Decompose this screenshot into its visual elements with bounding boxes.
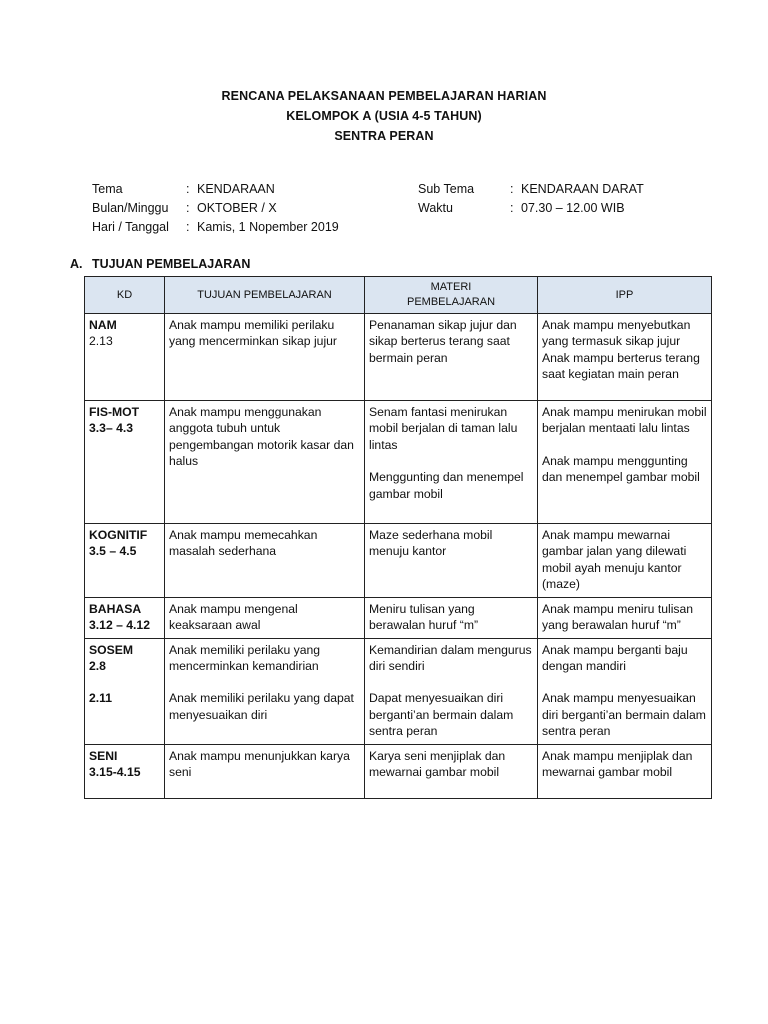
ipp-item: Anak mampu berterus terang saat kegiatan main peran <box>542 350 700 382</box>
tujuan-cell <box>165 638 365 744</box>
kd-cell <box>85 597 165 638</box>
kd-code: 3.12 – 4.12 <box>89 618 150 633</box>
table-row <box>85 744 712 798</box>
kd-code: 3.5 – 4.5 <box>89 544 137 559</box>
materi-cell: Maze sederhana mobil menuju kantor <box>365 524 538 598</box>
ipp-item: Anak mampu menyebutkan yang termasuk sikap jujur <box>542 318 691 349</box>
section-title: TUJUAN PEMBELAJARAN <box>92 257 251 271</box>
kd-cell <box>85 744 165 798</box>
materi-cell: Penanaman sikap jujur dan sikap berterus terang saat bermain peran <box>365 314 538 401</box>
meta-value: 07.30 – 12.00 WIB <box>521 201 625 215</box>
meta-colon: : <box>186 220 190 234</box>
kd-code: 3.15-4.15 <box>89 765 141 780</box>
tujuan-cell: Anak mampu memecahkan masalah sederhana <box>165 524 365 598</box>
ipp-item: Anak mampu menyesuaikan diri berganti’an bermain dalam sentra peran <box>542 691 706 739</box>
tujuan-item: Anak memiliki perilaku yang mencerminkan kemandirian <box>169 642 321 674</box>
kd-name: FIS-MOT <box>89 405 140 419</box>
materi-item: Senam fantasi menirukan mobil berjalan di taman lalu lintas <box>369 405 518 452</box>
kd-code: 2.11 <box>89 691 113 706</box>
title-line-1: RENCANA PELAKSANAAN PEMBELAJARAN HARIAN <box>221 89 547 103</box>
meta-label: Sub Tema <box>418 182 475 196</box>
ipp-cell <box>538 314 712 401</box>
kd-name: BAHASA <box>89 601 142 616</box>
header-tujuan: TUJUAN PEMBELAJARAN <box>165 277 365 314</box>
meta-colon: : <box>510 182 514 196</box>
ipp-cell: Anak mampu meniru tulisan yang berawalan huruf “m” <box>538 597 712 638</box>
table-row <box>85 638 712 744</box>
section-heading <box>70 257 250 271</box>
materi-cell: Karya seni menjiplak dan mewarnai gambar mobil <box>365 744 538 798</box>
header-materi <box>365 277 538 314</box>
meta-value: KENDARAAN DARAT <box>521 182 644 196</box>
kd-code: 2.13 <box>89 334 113 349</box>
meta-label: Tema <box>92 182 123 196</box>
ipp-cell <box>538 401 712 524</box>
kd-name: NAM <box>89 318 117 332</box>
tujuan-cell: Anak mampu memiliki perilaku yang mencerminkan sikap jujur <box>165 314 365 401</box>
header-materi-line2: PEMBELAJARAN <box>406 296 496 308</box>
materi-item: Menggunting dan menempel gambar mobil <box>369 470 524 501</box>
title-line-3: SENTRA PERAN <box>334 129 434 143</box>
tujuan-cell: Anak mampu mengenal keaksaraan awal <box>165 597 365 638</box>
kd-cell <box>85 314 165 401</box>
kd-cell <box>85 638 165 744</box>
section-letter: A. <box>70 257 83 271</box>
kd-name: KOGNITIF <box>89 528 148 542</box>
tujuan-cell: Anak mampu menggunakan anggota tubuh untuk pengembangan motorik kasar dan halus <box>165 401 365 524</box>
materi-item: Kemandirian dalam mengurus diri sendiri <box>369 642 532 674</box>
header-materi-line1: MATERI <box>430 281 472 293</box>
kd-name: SENI <box>89 748 118 763</box>
meta-value: Kamis, 1 Nopember 2019 <box>197 220 339 234</box>
document-title <box>0 86 768 146</box>
ipp-cell: Anak mampu mewarnai gambar jalan yang dilewati mobil ayah menuju kantor (maze) <box>538 524 712 598</box>
materi-item: Dapat menyesuaikan diri berganti’an bermain dalam sentra peran <box>369 691 514 739</box>
tujuan-item: Anak memiliki perilaku yang dapat menyesuaikan diri <box>169 691 354 722</box>
materi-cell <box>365 638 538 744</box>
ipp-cell <box>538 638 712 744</box>
learning-objectives-table <box>84 276 712 799</box>
tujuan-cell: Anak mampu menunjukkan karya seni <box>165 744 365 798</box>
meta-value: OKTOBER / X <box>197 201 277 215</box>
materi-cell <box>365 401 538 524</box>
meta-label: Bulan/Minggu <box>92 201 169 215</box>
ipp-item: Anak mampu menggunting dan menempel gambar mobil <box>542 453 700 485</box>
kd-cell <box>85 524 165 598</box>
table-row <box>85 314 712 401</box>
table-row <box>85 401 712 524</box>
meta-label: Hari / Tanggal <box>92 220 169 234</box>
kd-code: 3.3– 4.3 <box>89 421 134 436</box>
meta-colon: : <box>186 201 190 215</box>
table-header-row <box>85 277 712 314</box>
header-kd: KD <box>85 277 165 314</box>
ipp-item: Anak mampu berganti baju dengan mandiri <box>542 642 688 674</box>
ipp-item: Anak mampu menirukan mobil berjalan mentaati lalu lintas <box>542 405 707 436</box>
meta-value: KENDARAAN <box>197 182 275 196</box>
title-line-2: KELOMPOK A (USIA 4-5 TAHUN) <box>286 109 482 123</box>
kd-code: 2.8 <box>89 659 106 674</box>
materi-cell: Meniru tulisan yang berawalan huruf “m” <box>365 597 538 638</box>
table-row <box>85 597 712 638</box>
kd-name: SOSEM <box>89 642 134 657</box>
header-ipp: IPP <box>538 277 712 314</box>
meta-colon: : <box>186 182 190 196</box>
kd-cell <box>85 401 165 524</box>
meta-colon: : <box>510 201 514 215</box>
table-row <box>85 524 712 598</box>
meta-label: Waktu <box>418 201 453 215</box>
ipp-cell: Anak mampu menjiplak dan mewarnai gambar mobil <box>538 744 712 798</box>
